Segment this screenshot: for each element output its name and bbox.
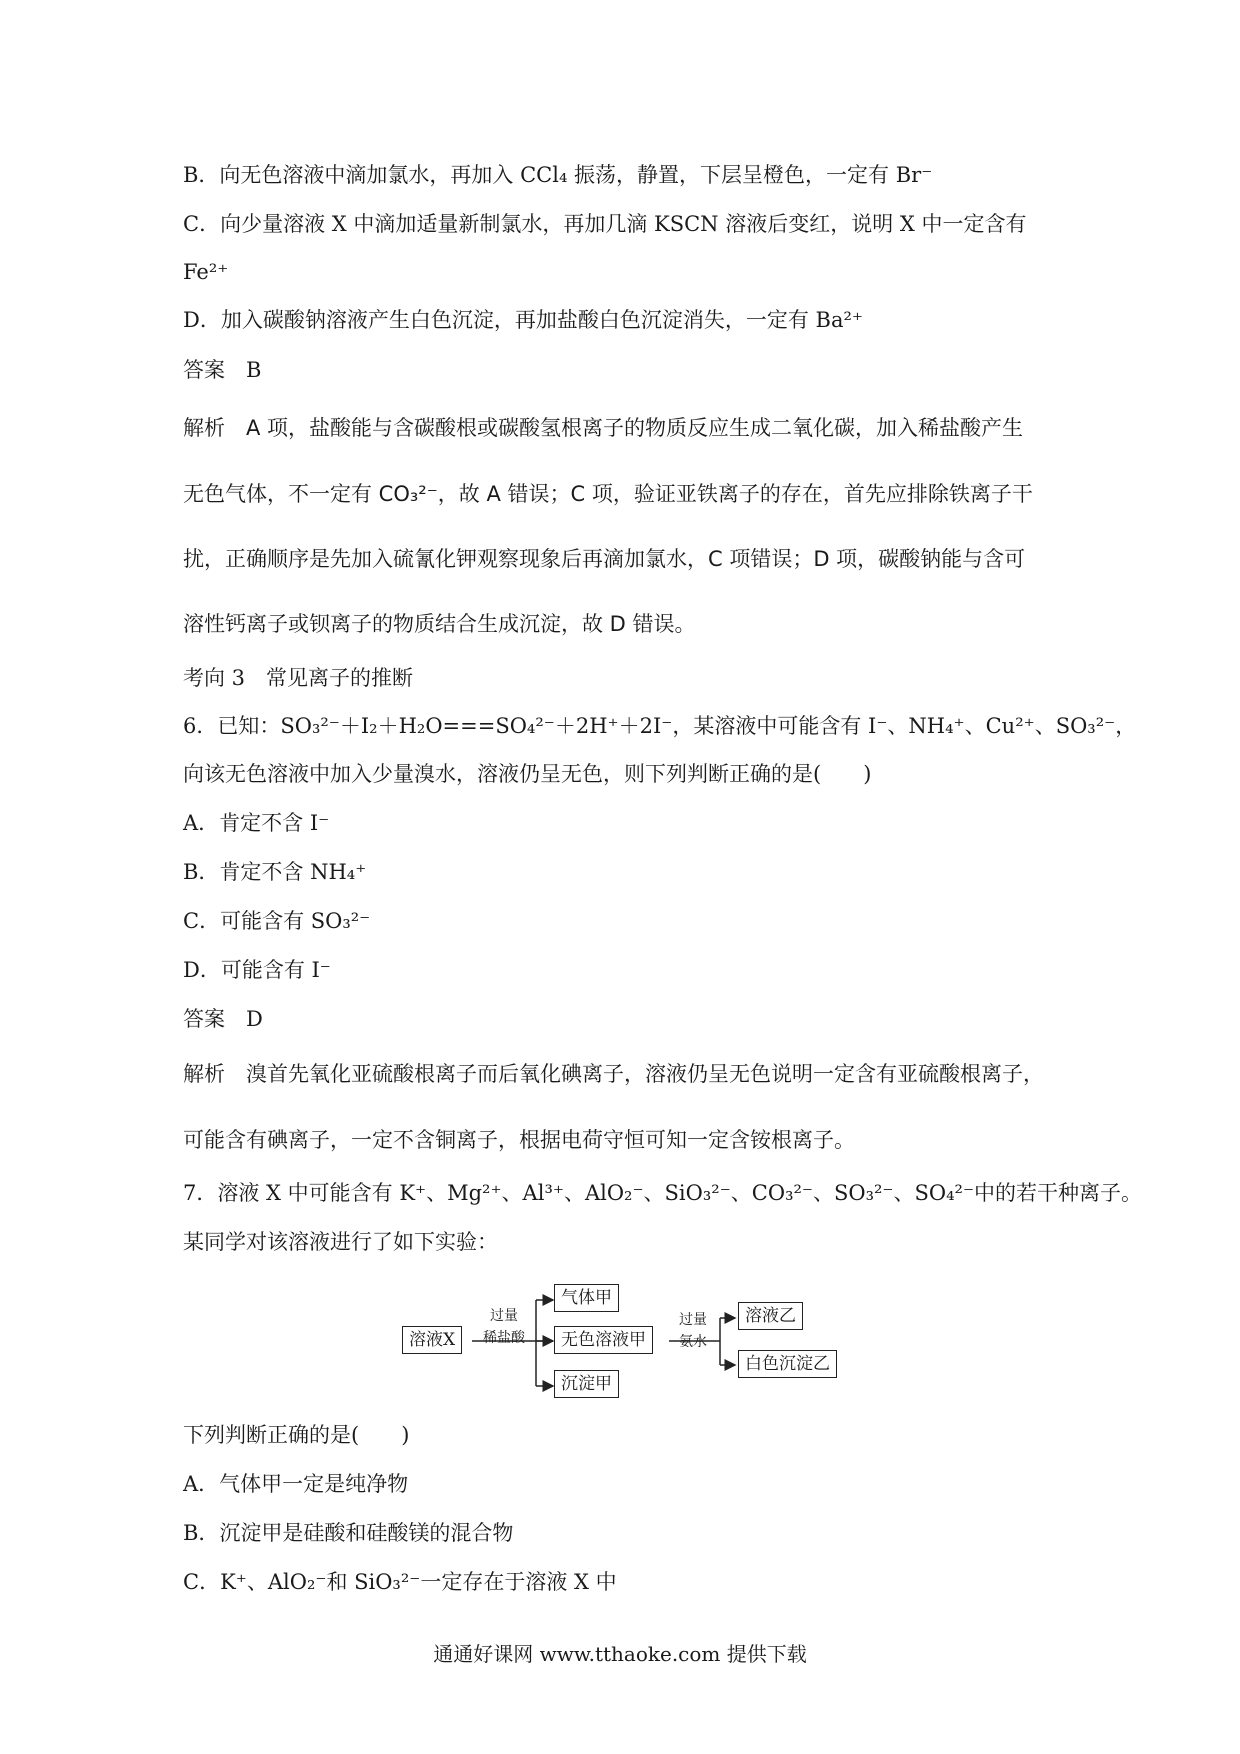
flow-gas-box: 气体甲 <box>554 1284 619 1312</box>
q6-option-d: D．可能含有 I⁻ <box>183 958 331 982</box>
flow-solution2-box: 溶液乙 <box>738 1302 803 1330</box>
q5-option-b: B．向无色溶液中滴加氯水，再加入 CCl₄ 振荡，静置，下层呈橙色，一定有 Br⁻ <box>183 163 933 187</box>
q5-analysis-line3: 扰，正确顺序是先加入硫氰化钾观察现象后再滴加氯水，C 项错误；D 项，碳酸钠能与含可 <box>183 547 1026 571</box>
q7-option-a: A．气体甲一定是纯净物 <box>183 1472 409 1496</box>
flow-start-box: 溶液X <box>402 1326 462 1354</box>
q6-analysis-line2: 可能含有碘离子，一定不含铜离子，根据电荷守恒可知一定含铵根离子。 <box>183 1128 855 1152</box>
q5-answer: 答案 B <box>183 358 262 382</box>
flow-solution-box: 无色溶液甲 <box>554 1326 653 1354</box>
flow-precipitate2-box: 白色沉淀乙 <box>738 1350 837 1378</box>
q6-stem-line1: 6．已知：SO₃²⁻＋I₂＋H₂O===SO₄²⁻＋2H⁺＋2I⁻，某溶液中可能含有 I⁻、NH₄⁺、Cu²⁺、SO₃²⁻， <box>183 714 1137 738</box>
q5-option-d: D．加入碳酸钠溶液产生白色沉淀，再加盐酸白色沉淀消失，一定有 Ba²⁺ <box>183 308 863 332</box>
reagent1-top: 过量 <box>490 1308 518 1324</box>
reagent2-top: 过量 <box>679 1312 707 1328</box>
reagent2-label <box>668 1312 718 1350</box>
q5-analysis-line1: 解析 A 项，盐酸能与含碳酸根或碳酸氢根离子的物质反应生成二氧化碳，加入稀盐酸产生 <box>183 416 1024 440</box>
reagent1-label <box>476 1308 532 1346</box>
q5-analysis-line4: 溶性钙离子或钡离子的物质结合生成沉淀，故 D 错误。 <box>183 612 696 636</box>
q5-option-c-line2: Fe²⁺ <box>183 260 229 284</box>
q7-stem-line1: 7．溶液 X 中可能含有 K⁺、Mg²⁺、Al³⁺、AlO₂⁻、SiO₃²⁻、CO₃²⁻、SO₃²⁻、SO₄²⁻中的若干种离子。 <box>183 1181 1143 1205</box>
q6-analysis-line1: 解析 溴首先氧化亚硫酸根离子而后氧化碘离子，溶液仍呈无色说明一定含有亚硫酸根离子， <box>183 1062 1044 1086</box>
flow-precipitate-box: 沉淀甲 <box>554 1370 619 1398</box>
q5-analysis-line2: 无色气体，不一定有 CO₃²⁻，故 A 错误；C 项，验证亚铁离子的存在，首先应排除铁离子干 <box>183 482 1033 506</box>
q7-option-b: B．沉淀甲是硅酸和硅酸镁的混合物 <box>183 1521 514 1545</box>
section-title: 考向 3 常见离子的推断 <box>183 666 414 690</box>
q7-stem-line2: 某同学对该溶液进行了如下实验： <box>183 1230 498 1254</box>
q7-question: 下列判断正确的是( ) <box>183 1423 410 1447</box>
q7-option-c: C．K⁺、AlO₂⁻和 SiO₃²⁻一定存在于溶液 X 中 <box>183 1570 617 1594</box>
page-footer: 通通好课网 www.tthaoke.com 提供下载 <box>433 1642 807 1666</box>
reagent1-bottom: 稀盐酸 <box>483 1330 525 1347</box>
q6-option-a: A．肯定不含 I⁻ <box>183 811 330 835</box>
reagent2-bottom: 氨水 <box>679 1334 707 1351</box>
q5-option-c-line1: C．向少量溶液 X 中滴加适量新制氯水，再加几滴 KSCN 溶液后变红，说明 X 中一定含有 <box>183 212 1027 236</box>
q6-stem-line2: 向该无色溶液中加入少量溴水，溶液仍呈无色，则下列判断正确的是( ) <box>183 762 872 786</box>
q6-answer: 答案 D <box>183 1007 263 1031</box>
q6-option-b: B．肯定不含 NH₄⁺ <box>183 860 367 884</box>
q6-option-c: C．可能含有 SO₃²⁻ <box>183 909 371 933</box>
